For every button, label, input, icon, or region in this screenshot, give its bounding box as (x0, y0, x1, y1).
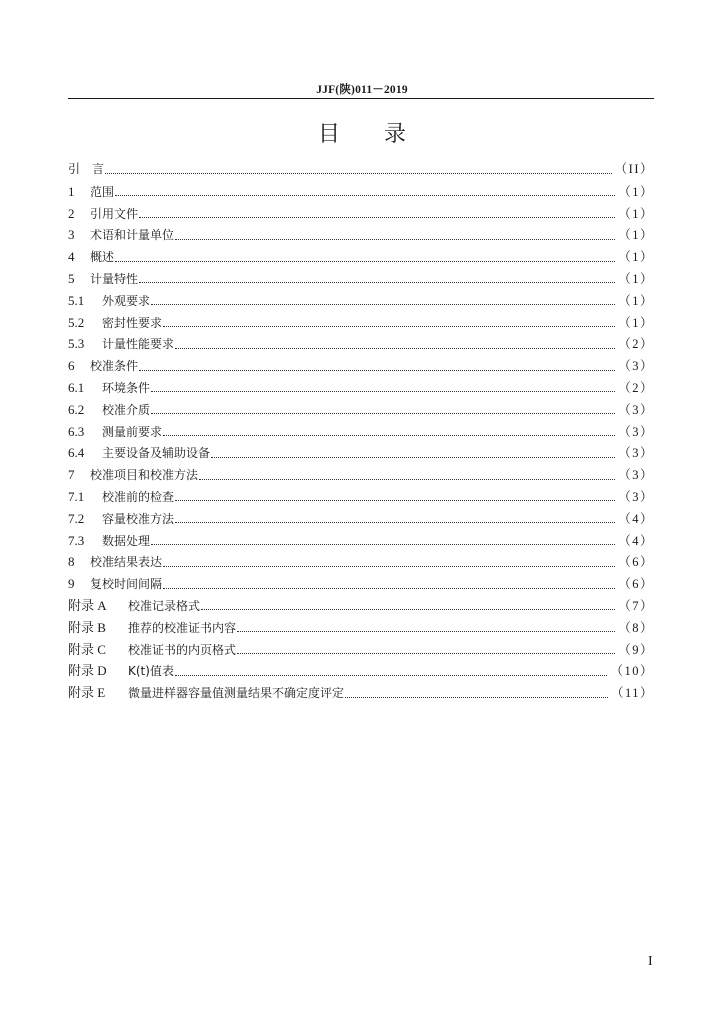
toc-entry[interactable] (68, 551, 654, 573)
toc-leader-dots (151, 304, 615, 305)
toc-leader-dots (139, 217, 615, 218)
toc-title: 目 录 (317, 122, 406, 147)
toc-entry-number: 9 (68, 576, 75, 592)
toc-leader-dots (175, 675, 608, 676)
toc-leader-dots (163, 566, 615, 567)
toc-entry[interactable] (68, 312, 654, 334)
toc-entry-title: 术语和计量单位 (90, 228, 175, 243)
toc-leader-dots (175, 500, 615, 501)
toc-entry-number: 附录 C (68, 641, 106, 657)
toc-entry-title: 校准前的检查 (102, 489, 175, 504)
toc-entry-page: （7） (618, 598, 654, 613)
toc-entry-number: 6.4 (68, 445, 85, 461)
toc-entry[interactable] (68, 530, 654, 552)
toc-entry-page: （1） (618, 271, 654, 286)
toc-entry-page: （1） (618, 206, 654, 221)
document-code: JJF(陕)011－2019 (316, 84, 408, 96)
toc-entry-page: （1） (618, 184, 654, 199)
toc-entry[interactable] (68, 246, 654, 268)
toc-leader-dots (175, 348, 615, 349)
toc-entry-page: （3） (618, 468, 654, 483)
toc-entry-page: （2） (618, 337, 654, 352)
toc-entry-number: 5.2 (68, 314, 85, 330)
toc-entry-page: （6） (618, 577, 654, 592)
toc-leader-dots (115, 261, 615, 262)
toc-entry-page: （3） (618, 489, 654, 504)
toc-entry-title: 校准记录格式 (128, 598, 201, 613)
toc-entry-number: 附录 A (68, 597, 107, 613)
toc-entry[interactable] (68, 617, 654, 639)
toc-entry-page: （3） (618, 424, 654, 439)
toc-leader-dots (151, 544, 615, 545)
toc-entry-title: 校准介质 (102, 402, 151, 417)
toc-entry-title: 主要设备及辅助设备 (102, 446, 211, 461)
toc-entry[interactable] (68, 660, 654, 682)
toc-entry-title: 密封性要求 (102, 315, 163, 330)
toc-entry-number: 3 (68, 227, 75, 243)
toc-entry[interactable] (68, 508, 654, 530)
toc-entry-number: 附录 E (68, 685, 106, 701)
toc-entry-title: 校准条件 (90, 359, 139, 374)
toc-entry-page: （9） (618, 642, 654, 657)
toc-entry-number: 6.2 (68, 401, 85, 417)
toc-entry[interactable] (68, 421, 654, 443)
toc-entry-page: （1） (618, 293, 654, 308)
toc-entry[interactable] (68, 486, 654, 508)
toc-entry-number: 5.3 (68, 336, 85, 352)
toc-entry-page: （3） (618, 402, 654, 417)
toc-entry-title: 概述 (90, 250, 115, 265)
toc-leader-dots (139, 370, 615, 371)
toc-entry[interactable] (68, 333, 654, 355)
toc-entry[interactable] (68, 355, 654, 377)
toc-entry-page: （II） (614, 162, 654, 176)
toc-entry-number: 6 (68, 358, 75, 374)
toc-entry[interactable] (68, 639, 654, 661)
toc-entry-title: 计量特性 (90, 271, 139, 286)
toc-entry[interactable] (68, 595, 654, 617)
toc-entry[interactable] (68, 682, 654, 704)
toc-leader-dots (151, 413, 615, 414)
toc-entry-page: （4） (618, 511, 654, 526)
toc-entry[interactable] (68, 464, 654, 486)
toc-entry-number: 7.2 (68, 510, 85, 526)
toc-entry-title: 容量校准方法 (102, 511, 175, 526)
toc-entry-number: 2 (68, 205, 75, 221)
toc-entry-title: 环境条件 (102, 380, 151, 395)
toc-entry[interactable] (68, 442, 654, 464)
toc-entry[interactable] (68, 159, 654, 181)
toc-entry-number: 4 (68, 249, 75, 265)
toc-entry-number: 附录 B (68, 619, 106, 635)
toc-entry-page: （6） (618, 555, 654, 570)
toc-entry-title: 校准结果表达 (90, 555, 163, 570)
toc-entry-title: 引用文件 (90, 206, 139, 221)
toc-entry-number: 5 (68, 270, 75, 286)
toc-leader-dots (139, 282, 615, 283)
toc-entry-title: K(t)值表 (128, 664, 174, 679)
toc-entry-title: 测量前要求 (102, 424, 163, 439)
toc-entry-title: 复校时间间隔 (90, 577, 163, 592)
toc-entry-number: 7.3 (68, 532, 85, 548)
toc-entry-number: 附录 D (68, 663, 107, 679)
toc-entry-number: 引 言 (68, 162, 105, 176)
toc-entry-page: （1） (618, 315, 654, 330)
header-rule (68, 98, 654, 99)
toc-leader-dots (237, 631, 615, 632)
toc-leader-dots (163, 588, 615, 589)
toc-leader-dots (105, 173, 612, 174)
toc-leader-dots (151, 391, 615, 392)
toc-leader-dots (175, 522, 615, 523)
toc-entry-number: 7 (68, 467, 75, 483)
toc-entry[interactable] (68, 377, 654, 399)
toc-entry-page: （1） (618, 228, 654, 243)
toc-entry-page: （2） (618, 380, 654, 395)
toc-entry-page: （3） (618, 359, 654, 374)
toc-entry-title: 计量性能要求 (102, 337, 175, 352)
toc-entry-title: 校准项目和校准方法 (90, 468, 199, 483)
toc-entry[interactable] (68, 573, 654, 595)
toc-entry-title: 范围 (90, 184, 115, 199)
toc-entry-page: （8） (618, 620, 654, 635)
toc-entry[interactable] (68, 203, 654, 225)
toc-entry[interactable] (68, 224, 654, 246)
toc-entry-page: （11） (610, 686, 654, 701)
toc-entry-number: 6.3 (68, 423, 85, 439)
toc-leader-dots (211, 457, 615, 458)
toc-entry[interactable] (68, 181, 654, 203)
toc-leader-dots (345, 697, 608, 698)
toc-leader-dots (163, 435, 615, 436)
toc-entry[interactable] (68, 268, 654, 290)
toc-leader-dots (201, 609, 615, 610)
toc-leader-dots (115, 195, 615, 196)
toc-entry-title: 数据处理 (102, 533, 151, 548)
toc-entry-page: （1） (618, 250, 654, 265)
page-number: I (648, 954, 653, 969)
toc-entry-page: （10） (610, 664, 654, 679)
toc-leader-dots (163, 326, 615, 327)
toc-leader-dots (237, 653, 615, 654)
toc-entry-title: 微量进样器容量值测量结果不确定度评定 (128, 686, 345, 701)
toc-entry-number: 1 (68, 183, 75, 199)
toc-list (68, 159, 654, 704)
toc-entry-title: 校准证书的内页格式 (128, 642, 237, 657)
toc-entry-page: （3） (618, 446, 654, 461)
toc-entry-title: 外观要求 (102, 293, 151, 308)
toc-entry-number: 7.1 (68, 488, 85, 504)
toc-entry[interactable] (68, 399, 654, 421)
toc-entry-number: 8 (68, 554, 75, 570)
toc-entry-number: 5.1 (68, 292, 85, 308)
toc-leader-dots (175, 239, 615, 240)
toc-leader-dots (199, 479, 615, 480)
toc-entry[interactable] (68, 290, 654, 312)
toc-entry-title: 推荐的校准证书内容 (128, 620, 237, 635)
toc-entry-page: （4） (618, 533, 654, 548)
toc-entry-number: 6.1 (68, 379, 85, 395)
